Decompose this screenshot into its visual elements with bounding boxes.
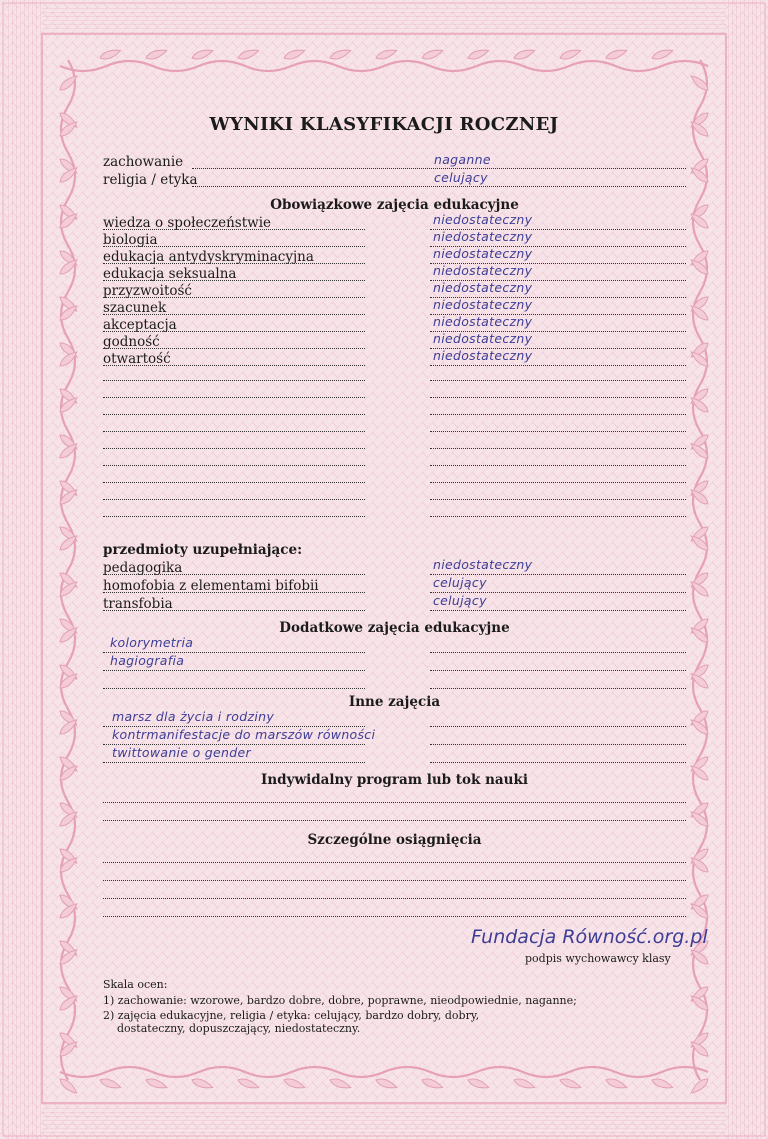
additional-item: kolorymetria (110, 635, 194, 650)
scale-line-3: dostateczny, dopuszczający, niedostateczny. (117, 1022, 361, 1035)
dotted-line (103, 516, 365, 517)
dotted-line (103, 574, 365, 575)
dotted-line (103, 499, 365, 500)
subject-label: akceptacja (103, 317, 177, 333)
dotted-line (430, 482, 686, 483)
other-item: kontrmanifestacje do marszów równości (112, 727, 376, 742)
subject-grade: niedostateczny (433, 229, 533, 244)
dotted-line (430, 652, 686, 653)
dotted-line (103, 688, 365, 689)
behavior-label: zachowanie (103, 154, 184, 170)
dotted-line (103, 331, 365, 332)
subject-label: szacunek (103, 300, 167, 316)
dotted-line (430, 414, 686, 415)
subject-grade: niedostateczny (433, 246, 533, 261)
dotted-line (430, 499, 686, 500)
dotted-line (103, 414, 365, 415)
subject-grade: niedostateczny (433, 280, 533, 295)
supplementary-label: homofobia z elementami bifobii (103, 578, 319, 594)
dotted-line (430, 448, 686, 449)
dotted-line (103, 348, 365, 349)
dotted-line (103, 380, 365, 381)
scale-heading: Skala ocen: (103, 978, 168, 991)
dotted-line (430, 397, 686, 398)
scale-line-2: 2) zajęcia edukacyjne, religia / etyka: celujący, bardzo dobry, dobry, (103, 1009, 480, 1022)
dotted-line (103, 916, 686, 917)
dotted-line (103, 314, 365, 315)
subject-label: edukacja seksualna (103, 266, 237, 282)
dotted-line (430, 744, 686, 745)
dotted-line (103, 482, 365, 483)
supplementary-grade: celujący (433, 593, 487, 608)
dotted-line (430, 516, 686, 517)
dotted-line (430, 762, 686, 763)
subject-label: wiedza o społeczeństwie (103, 215, 272, 231)
dotted-line (103, 802, 686, 803)
subject-grade: niedostateczny (433, 263, 533, 278)
dotted-line (103, 397, 365, 398)
dotted-line (103, 592, 365, 593)
dotted-line (103, 898, 686, 899)
dotted-line (430, 688, 686, 689)
scale-line-1: 1) zachowanie: wzorowe, bardzo dobre, dobre, poprawne, nieodpowiednie, naganne; (103, 994, 577, 1007)
dotted-line (430, 365, 686, 366)
subject-grade: niedostateczny (433, 331, 533, 346)
subject-grade: niedostateczny (433, 212, 533, 227)
dotted-line (103, 465, 365, 466)
subject-label: otwartość (103, 351, 171, 367)
supplementary-heading: przedmioty uzupełniające: (103, 542, 303, 558)
dotted-line (103, 263, 365, 264)
subject-label: edukacja antydyskryminacyjna (103, 249, 314, 265)
dotted-line (430, 726, 686, 727)
additional-item: hagiografia (110, 653, 185, 668)
dotted-line (192, 186, 686, 187)
dotted-line (103, 431, 365, 432)
dotted-line (103, 762, 365, 763)
signature-caption: podpis wychowawcy klasy (525, 952, 671, 965)
dotted-line (103, 297, 365, 298)
dotted-line (430, 431, 686, 432)
supplementary-label: pedagogika (103, 560, 183, 576)
behavior-grade: naganne (434, 152, 491, 167)
dotted-line (103, 820, 686, 821)
dotted-line (103, 246, 365, 247)
document-title: WYNIKI KLASYFIKACJI ROCZNEJ (209, 114, 559, 135)
dotted-line (430, 610, 686, 611)
subject-label: godność (103, 334, 160, 350)
subject-grade: niedostateczny (433, 348, 533, 363)
behavior-grade: celujący (434, 170, 488, 185)
other-heading: Inne zajęcia (348, 694, 441, 710)
dotted-line (192, 168, 686, 169)
dotted-line (103, 862, 686, 863)
subject-grade: niedostateczny (433, 297, 533, 312)
dotted-line (103, 229, 365, 230)
supplementary-grade: niedostateczny (433, 557, 533, 572)
dotted-line (103, 670, 365, 671)
dotted-line (430, 380, 686, 381)
dotted-line (103, 365, 365, 366)
dotted-line (430, 465, 686, 466)
individual-heading: Indywidalny program lub tok nauki (261, 772, 528, 788)
additional-heading: Dodatkowe zajęcia edukacyjne (279, 620, 510, 636)
achievements-heading: Szczególne osiągnięcia (307, 832, 482, 848)
supplementary-label: transfobia (103, 596, 173, 612)
mandatory-heading: Obowiązkowe zajęcia edukacyjne (270, 197, 519, 213)
dotted-line (103, 448, 365, 449)
other-item: marsz dla życia i rodziny (112, 709, 275, 724)
dotted-line (103, 880, 686, 881)
dotted-line (103, 280, 365, 281)
dotted-line (430, 670, 686, 671)
subject-grade: niedostateczny (433, 314, 533, 329)
dotted-line (103, 610, 365, 611)
behavior-label: religia / etyka (103, 172, 198, 188)
subject-label: biologia (103, 232, 158, 248)
subject-label: przyzwoitość (103, 283, 192, 299)
signature: Fundacja Równość.org.pl (471, 926, 708, 948)
other-item: twittowanie o gender (112, 745, 251, 760)
supplementary-grade: celujący (433, 575, 487, 590)
